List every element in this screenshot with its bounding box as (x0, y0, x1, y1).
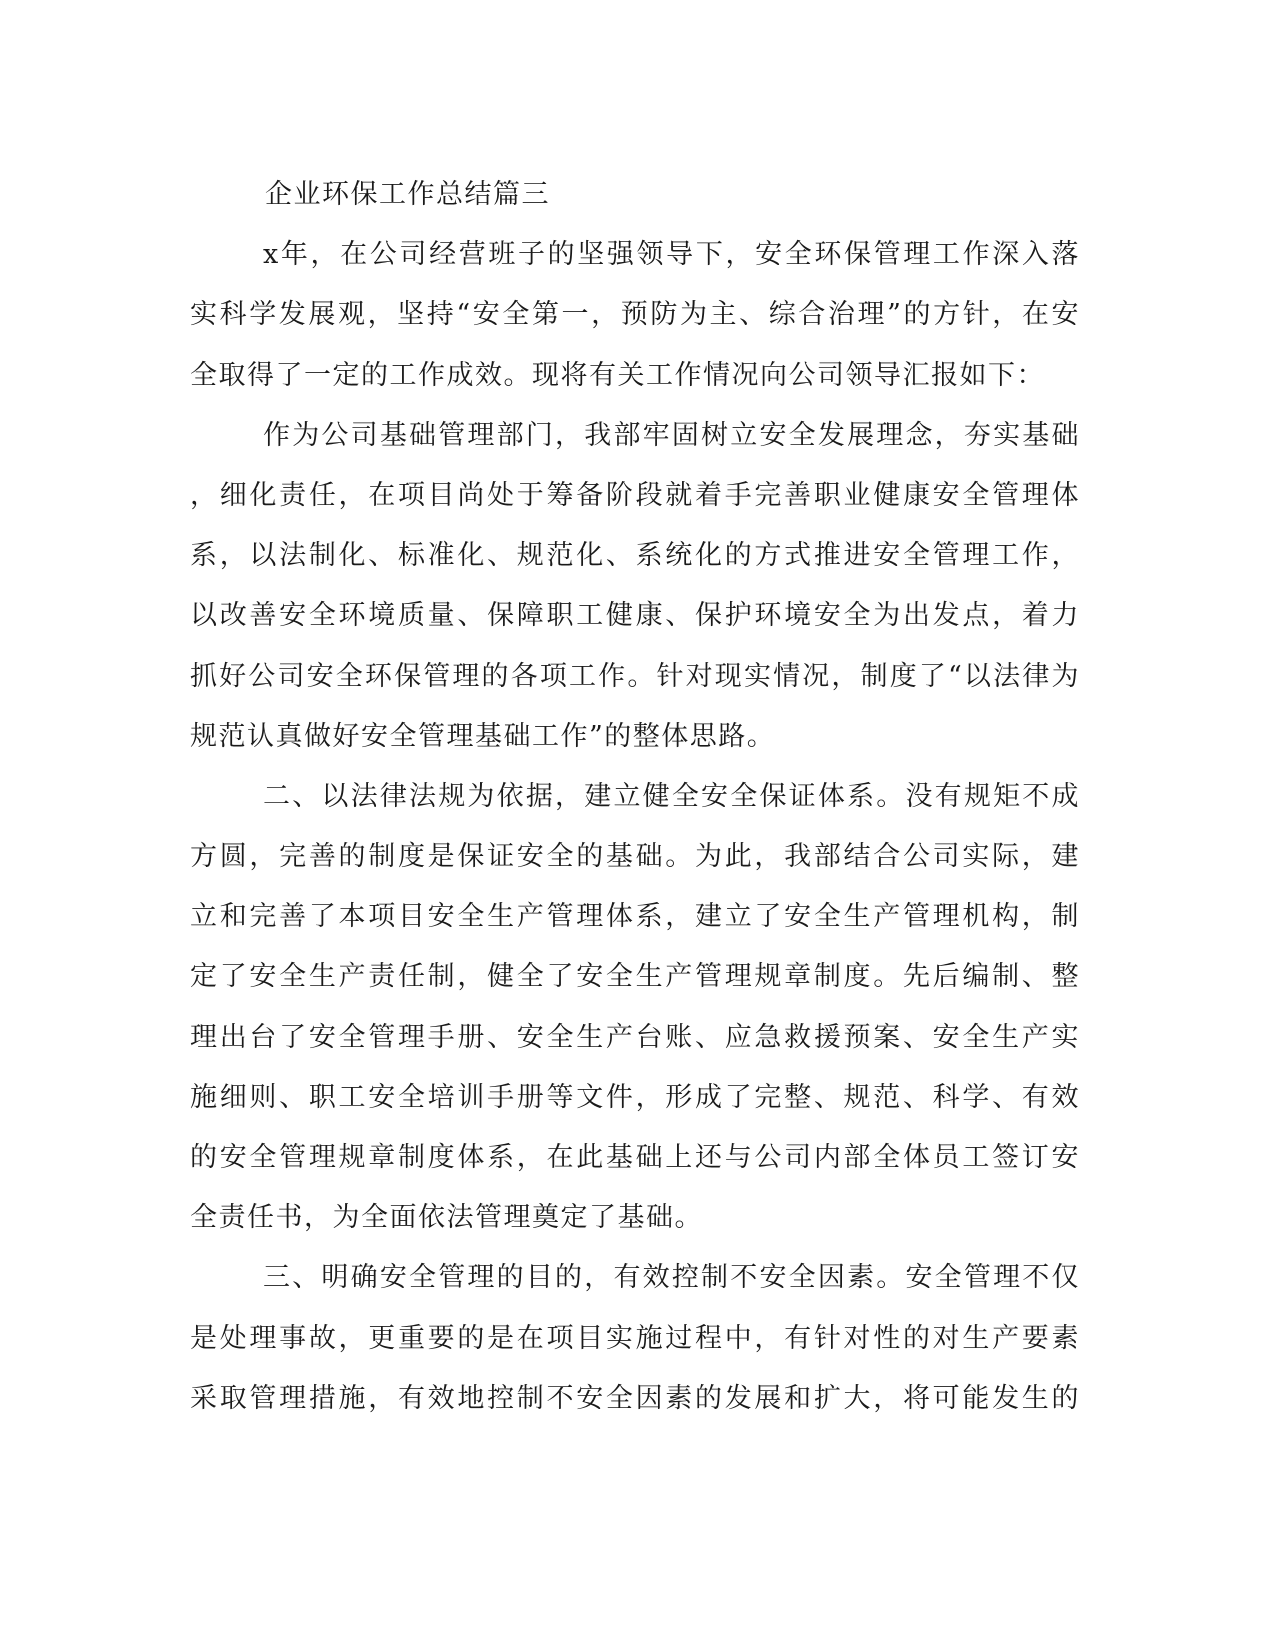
text-line: 规范认真做好安全管理基础工作”的整体思路。 (190, 720, 776, 752)
text-line: 全责任书，为全面依法管理奠定了基础。 (190, 1202, 703, 1234)
paragraph-3 (190, 767, 1080, 1249)
text-line: 作为公司基础管理部门，我部牢固树立安全发展理念，夯实基础 (263, 419, 1080, 451)
text-line: 理出台了安全管理手册、安全生产台账、应急救援预案、安全生产实 (190, 1021, 1080, 1053)
text-line: x年，在公司经营班子的坚强领导下，安全环保管理工作深入落 (263, 239, 1080, 271)
text-line: 抓好公司安全环保管理的各项工作。针对现实情况，制度了“以法律为 (190, 660, 1080, 692)
document-body (190, 165, 1080, 1429)
text-line: 三、明确安全管理的目的，有效控制不安全因素。安全管理不仅 (263, 1262, 1080, 1294)
text-line: 定了安全生产责任制，健全了安全生产管理规章制度。先后编制、整 (190, 961, 1080, 993)
text-line: ，细化责任，在项目尚处于筹备阶段就着手完善职业健康安全管理体 (190, 479, 1080, 511)
text-line: 二、以法律法规为依据，建立健全安全保证体系。没有规矩不成 (263, 780, 1080, 812)
text-line: 以改善安全环境质量、保障职工健康、保护环境安全为出发点，着力 (190, 600, 1080, 632)
text-line: 全取得了一定的工作成效。现将有关工作情况向公司领导汇报如下： (190, 359, 1045, 391)
document-title: 企业环保工作总结篇三 (265, 179, 550, 210)
paragraph-4 (190, 1248, 1080, 1429)
text-line: 方圆，完善的制度是保证安全的基础。为此，我部结合公司实际，建 (190, 841, 1080, 873)
text-line: 的安全管理规章制度体系，在此基础上还与公司内部全体员工签订安 (190, 1142, 1080, 1174)
paragraph-1 (190, 225, 1080, 406)
text-line: 立和完善了本项目安全生产管理体系，建立了安全生产管理机构，制 (190, 901, 1080, 933)
text-line: 系，以法制化、标准化、规范化、系统化的方式推进安全管理工作， (190, 540, 1080, 572)
text-line: 实科学发展观，坚持“安全第一，预防为主、综合治理”的方针，在安 (190, 299, 1080, 331)
text-line: 是处理事故，更重要的是在项目实施过程中，有针对性的对生产要素 (190, 1322, 1080, 1354)
text-line: 采取管理措施，有效地控制不安全因素的发展和扩大，将可能发生的 (190, 1382, 1080, 1414)
text-line: 施细则、职工安全培训手册等文件，形成了完整、规范、科学、有效 (190, 1081, 1080, 1113)
paragraph-2 (190, 406, 1080, 767)
